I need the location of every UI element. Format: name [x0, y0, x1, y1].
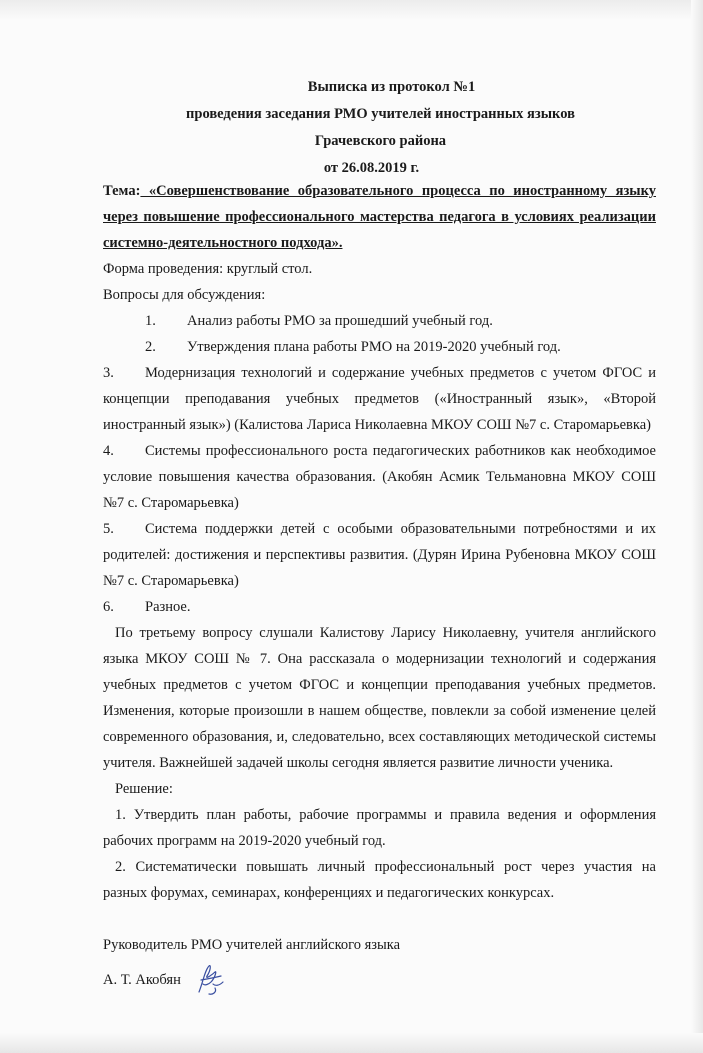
signatory-title: Руководитель РМО учителей английского языка — [103, 937, 401, 953]
document-header — [0, 74, 703, 182]
topic-value: «Совершенствование образовательного процесса по иностранному языку через повышение профессионального мастерства педагога в условиях реализации системно-деятельностного подхода». — [103, 183, 656, 251]
question-item — [103, 438, 656, 516]
question-number: 4. — [103, 443, 114, 459]
question-text: Системы профессионального роста педагогических работников как необходимое условие повышения качества образования. (Акобян Асмик Тельмановна МКОУ СОШ №7 с. Старомарьевка) — [103, 443, 656, 511]
question-number: 6. — [103, 599, 114, 615]
question-number: 3. — [103, 365, 114, 381]
question-item — [103, 594, 656, 620]
document-body — [103, 178, 656, 998]
question-number: 1. — [145, 313, 156, 329]
header-date: от 26.08.2019 г. — [323, 160, 420, 176]
questions-title: Вопросы для обсуждения: — [103, 287, 266, 303]
page-top-shadow — [0, 0, 703, 20]
decision-title: Решение: — [115, 781, 173, 797]
question-text: Система поддержки детей с особыми образовательными потребностями и их родителей: достижения и перспективы развития. (Дурян Ирина Рубеновна МКОУ СОШ №7 с. Старомарьевка) — [103, 521, 656, 589]
handwritten-signature — [193, 962, 227, 998]
header-title: Выписка из протокол №1 — [307, 79, 476, 95]
topic-label: Тема: — [103, 183, 141, 199]
question-item — [103, 334, 656, 360]
question-text: Разное. — [145, 599, 191, 615]
question-item — [103, 516, 656, 594]
question-number: 2. — [145, 339, 156, 355]
question-text: Анализ работы РМО за прошедший учебный год. — [187, 313, 493, 329]
meeting-form: Форма проведения: круглый стол. — [103, 261, 313, 277]
header-meeting: проведения заседания РМО учителей иностранных языков — [186, 106, 575, 122]
question-text: Утверждения плана работы РМО на 2019-2020 учебный год. — [187, 339, 561, 355]
report-paragraph: По третьему вопросу слушали Калистову Ларису Николаевну, учителя английского языка МКОУ СОШ № 7. Она рассказала о модернизации технологий и содержания учебных предметов с учетом ФГОС и концепции преподавания учебных предметов. Изменения, которые произошли в нашем обществе, повлекли за собой изменение целей современного образования, и, следовательно, всех составляющих методической системы учителя. Важнейшей задачей школы сегодня является развитие личности ученика. — [103, 625, 656, 771]
question-number: 5. — [103, 521, 114, 537]
question-item — [103, 360, 656, 438]
header-district: Грачевского района — [314, 133, 447, 149]
question-text: Модернизация технологий и содержание учебных предметов с учетом ФГОС и концепции преподавания учебных предметов («Иностранный язык», «Второй иностранный язык») (Калистова Лариса Николаевна МКОУ СОШ №7 с. Старомарьевка) — [103, 365, 656, 433]
signatory-name: А. Т. Акобян — [103, 972, 181, 988]
decision-item: 2. Систематически повышать личный профессиональный рост через участия на разных форумах, семинарах, конференциях и педагогических конкурсах. — [103, 859, 656, 901]
signature-line — [103, 962, 656, 998]
decision-item: 1. Утвердить план работы, рабочие программы и правила ведения и оформления рабочих программ на 2019-2020 учебный год. — [103, 807, 656, 849]
question-item — [103, 308, 656, 334]
topic — [103, 178, 656, 256]
page-bottom-shadow — [0, 1033, 703, 1053]
